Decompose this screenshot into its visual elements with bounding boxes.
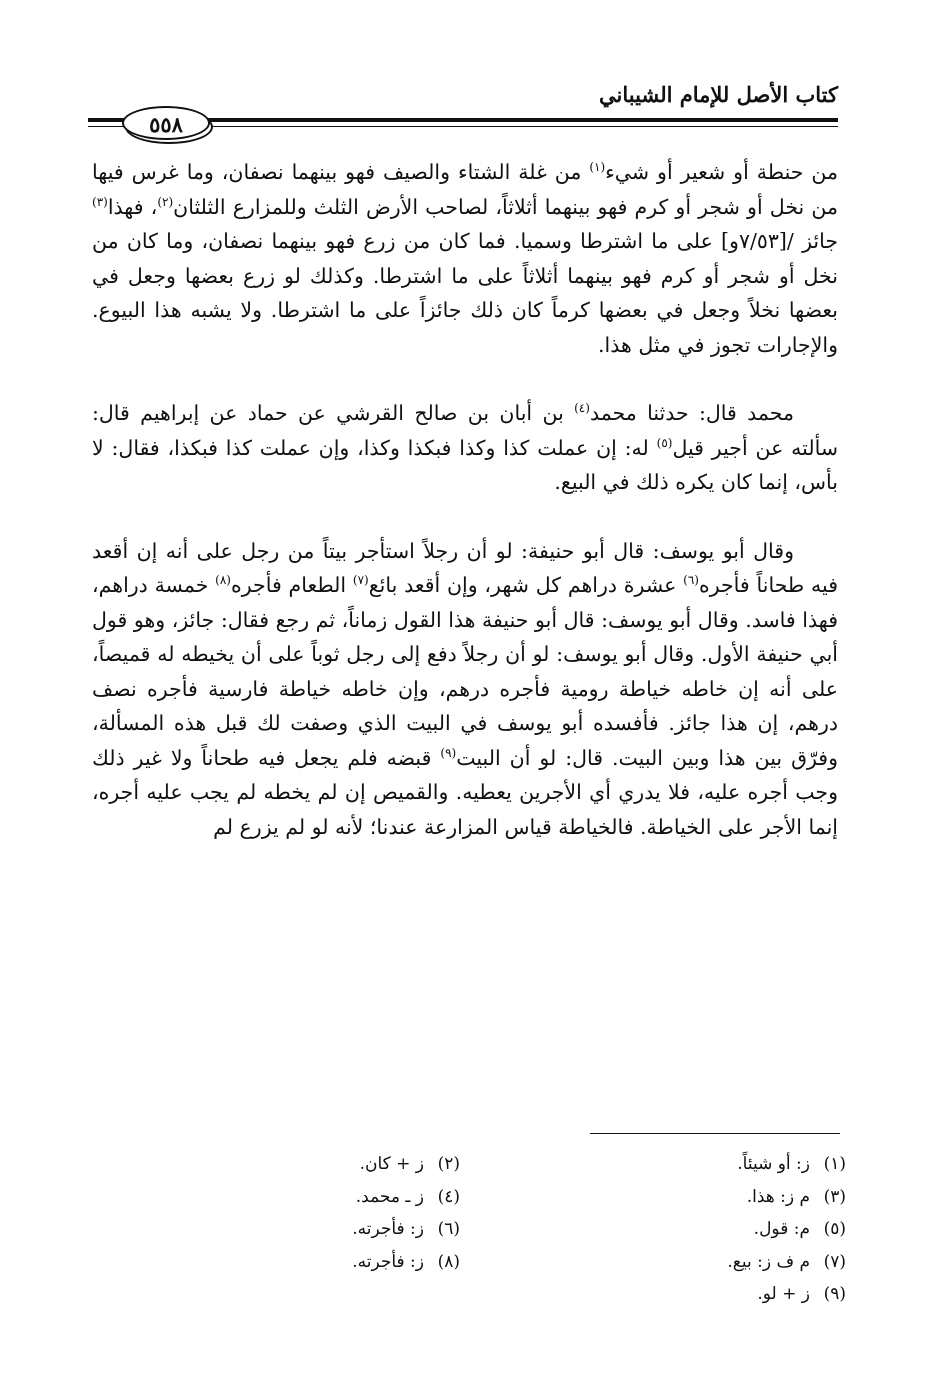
footnote: (٣)م ز: هذا. (746, 1186, 846, 1207)
footnote-ref: (٨) (215, 573, 231, 587)
footnotes-left-column (260, 1148, 460, 1278)
footnote: (٤)ز ـ محمد. (355, 1186, 460, 1207)
footnote: (٩)ز + لو. (757, 1284, 846, 1304)
footnote: (٨)ز: فأجرته. (352, 1251, 460, 1272)
footnote: (٧)م ف ز: بيع. (727, 1251, 846, 1272)
paragraph-2: محمد قال: حدثنا محمد$^{(٤)}$ بن أبان بن صالح القرشي عن حماد عن إبراهيم قال: سألته عن أجير قيل$^{(٥)}$ له: إن عملت كذا وكذا فبكذا وكذا، وإن عملت كذا فبكذا، فقال: لا بأس، إنما كان يكره ذلك في البيع. (92, 401, 838, 494)
footnote-ref: (٤) (574, 401, 590, 415)
footnote-ref: (٣) (92, 194, 108, 209)
footnote-ref: (٧) (352, 573, 369, 587)
footnote: (٢)ز + كان. (359, 1154, 460, 1174)
footnote-ref: (١) (589, 160, 606, 174)
paragraph-3: وقال أبو يوسف: قال أبو حنيفة: لو أن رجلاً استأجر بيتاً من رجل على أنه إن أقعد فيه طحاناً فأجره$^{(٦)}$ عشرة دراهم كل شهر، وإن أقعد بائع$^{(٧)}$ الطعام فأجره$^{(٨)}$ خمسة دراهم، فهذا فاسد. وقال أبو يوسف: قال أبو حنيفة هذا القول زماناً، ثم رجع فقال: جائز، وهو قول أبي حنيفة الأول. وقال أبو يوسف: لو أن رجلاً دفع إلى رجل ثوباً على أن يخيطه له قميصاً، على أنه إن خاطه خياطة رومية فأجره درهم، وإن خاطه خياطة فارسية فأجره نصف درهم، إن هذا جائز. فأفسده أبو يوسف في البيت الذي وصفت لك قبل هذه المسألة، وفرّق بين هذا وبين البيت. قال: لو أن البيت$^{(٩)}$ قبضه فلم يجعل فيه طحاناً ولا غير ذلك وجب أجره عليه، فلا يدري أي الأجرين يعطيه. والقميص إن لم يخطه لم يجب عليه أجره، إنما الأجر على الخياطة. فالخياطة قياس المزارعة عندنا؛ لأنه لو لم يزرع لم (92, 538, 838, 839)
footnotes-right-column (586, 1148, 846, 1311)
footnote-ref: (٥) (656, 435, 673, 450)
footnote: (٥)م: قول. (753, 1219, 846, 1239)
footnote: (١)ز: أو شيئاً. (737, 1154, 846, 1174)
footnote-ref: (٦) (683, 573, 699, 587)
paragraph-1: من حنطة أو شعير أو شيء$^{(١)}$ من غلة الشتاء والصيف فهو بينهما نصفان، وما غرس فيها من نخل أو شجر أو كرم فهو بينهما أثلاثاً، لصاحب الأرض الثلث وللمزارع الثلثان$^{(٢)}$، فهذا$^{(٣)}$ جائز /[٧/٥٣و] على ما اشترطا وسميا. فما كان من زرع فهو بينهما نصفان، وما كان من نخل أو شجر أو كرم فهو بينهما أثلاثاً على ما اشترطا. وكذلك لو زرع بعضها وجعل في بعضها نخلاً وجعل في بعضها كرماً كان ذلك جائزاً على ما اشترطا. ولا يشبه هذا البيوع. والإجارات تجوز في مثل هذا. (92, 160, 838, 357)
paragraph-gap (92, 362, 838, 396)
book-title: كتاب الأصل للإمام الشيباني (599, 82, 838, 107)
page-number: ٥٥٨ (122, 106, 210, 140)
footnote: (٦)ز: فأجرته. (352, 1219, 460, 1239)
main-text (92, 155, 838, 844)
paragraph-gap (92, 500, 838, 534)
footnote-ref: (٩) (440, 745, 457, 760)
footnote-separator (590, 1133, 840, 1134)
footnote-ref: (٢) (157, 194, 174, 209)
